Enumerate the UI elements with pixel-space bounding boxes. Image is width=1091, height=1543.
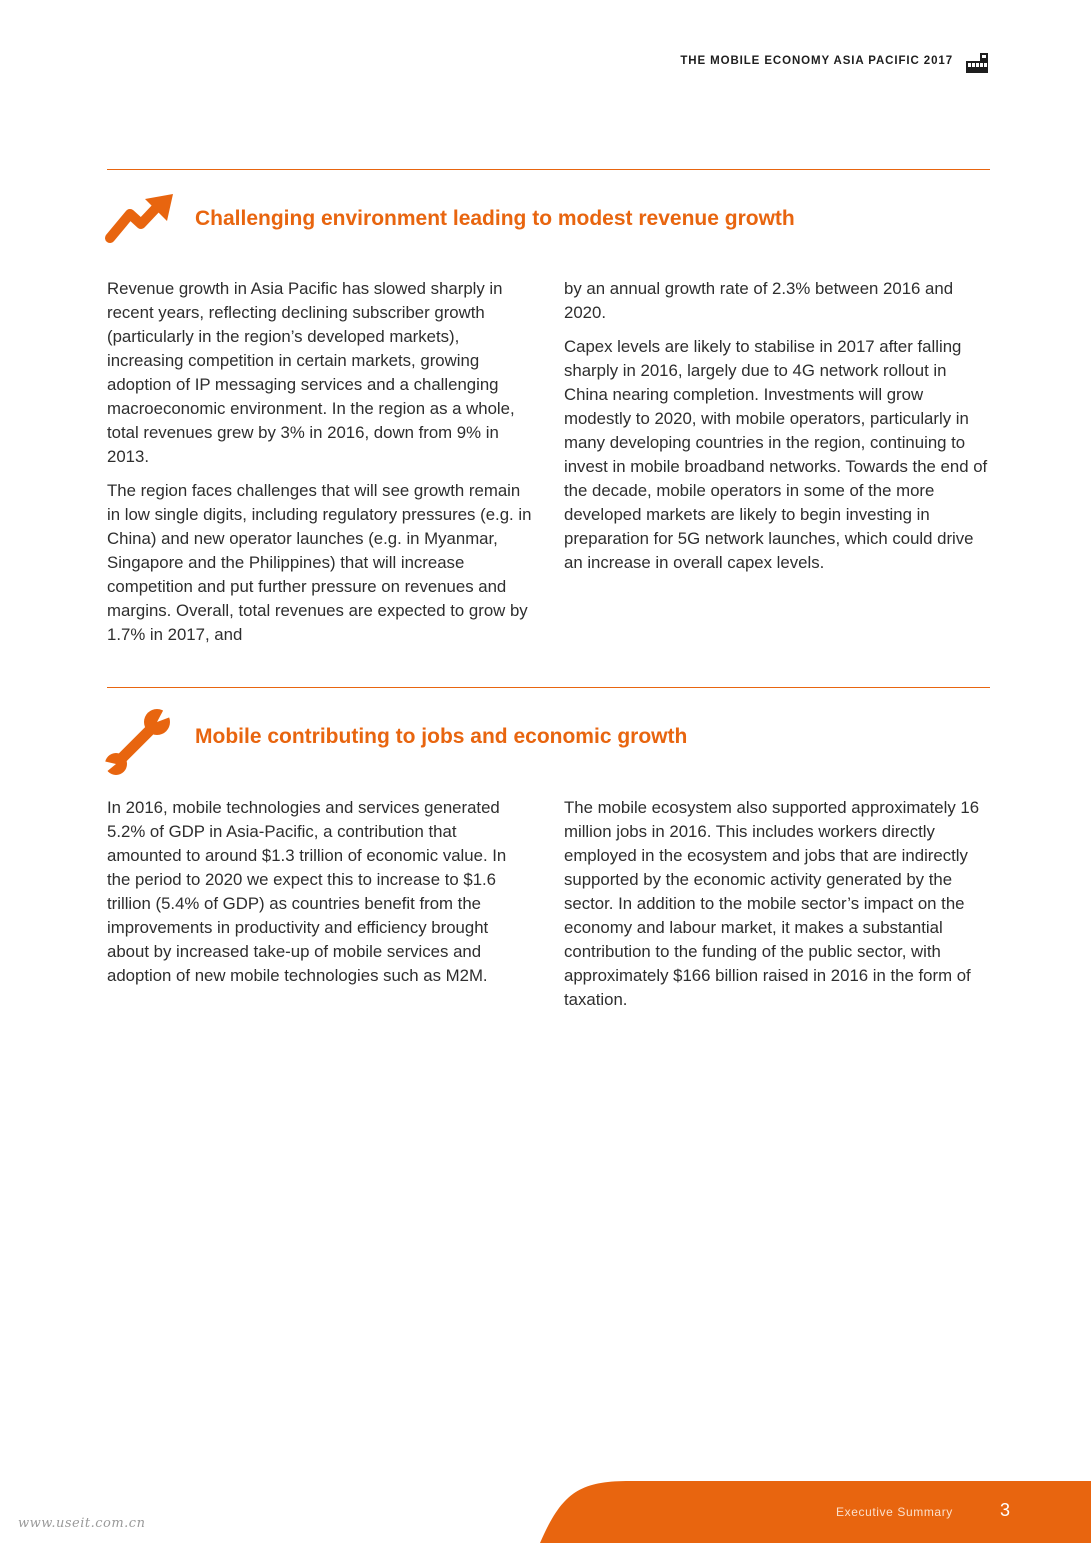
paragraph: The region faces challenges that will see growth remain in low single digits, including regulatory pressures (e.g. in China) and new operator launches (e.g. in Myanmar, Singapore and the Philippines) that will increase competition and put further pressure on revenues and margins. Overall, total revenues are expected to grow by 1.7% in 2017, and [107, 481, 532, 644]
revenue-column-left [107, 277, 534, 657]
trend-up-arrow-icon [103, 193, 175, 245]
gsma-logo-icon [966, 53, 988, 73]
revenue-column-right [564, 277, 991, 585]
section-title-jobs: Mobile contributing to jobs and economic growth [195, 725, 688, 748]
section-title-revenue: Challenging environment leading to modest revenue growth [195, 207, 795, 230]
paragraph: by an annual growth rate of 2.3% between 2016 and 2020. [564, 279, 954, 322]
running-header-title: THE MOBILE ECONOMY ASIA PACIFIC 2017 [680, 55, 953, 67]
watermark: www.useit.com.cn [18, 1516, 146, 1531]
section-divider-1 [107, 169, 990, 170]
wrench-icon [103, 707, 173, 775]
paragraph: Capex levels are likely to stabilise in 2017 after falling sharply in 2016, largely due to 4G network rollout in China nearing completion. Investments will grow modestly to 2020, with mobile operators, particularly in many developing countries in the region, continuing to invest in mobile broadband networks. Towards the end of the decade, mobile operators in some of the more developed markets are likely to begin investing in preparation for 5G network launches, which could drive an increase in overall capex levels. [564, 337, 988, 572]
section-divider-2 [107, 687, 990, 688]
page-number: 3 [1000, 1500, 1011, 1520]
paragraph: Revenue growth in Asia Pacific has slowed sharply in recent years, reflecting declining subscriber growth (particularly in the region’s developed markets), increasing competition in certain markets, growing adoption of IP messaging services and a challenging macroeconomic environment. In the region as a whole, total revenues grew by 3% in 2016, down from 9% in 2013. [107, 279, 515, 466]
jobs-column-right [564, 796, 991, 1022]
jobs-column-left [107, 796, 534, 998]
paragraph: The mobile ecosystem also supported approximately 16 million jobs in 2016. This includes workers directly employed in the ecosystem and jobs that are indirectly supported by the economic activity generated by the sector. In addition to the mobile sector’s impact on the economy and labour market, it makes a substantial contribution to the funding of the public sector, with approximately $166 billion raised in 2016 in the form of taxation. [564, 798, 980, 1009]
paragraph: In 2016, mobile technologies and services generated 5.2% of GDP in Asia-Pacific, a contribution that amounted to around $1.3 trillion of economic value. In the period to 2020 we expect this to increase to $1.6 trillion (5.4% of GDP) as countries benefit from the improvements in productivity and efficiency brought about by increased take-up of mobile services and adoption of new mobile technologies such as M2M. [107, 798, 507, 985]
footer-section-label: Executive Summary [836, 1505, 953, 1519]
